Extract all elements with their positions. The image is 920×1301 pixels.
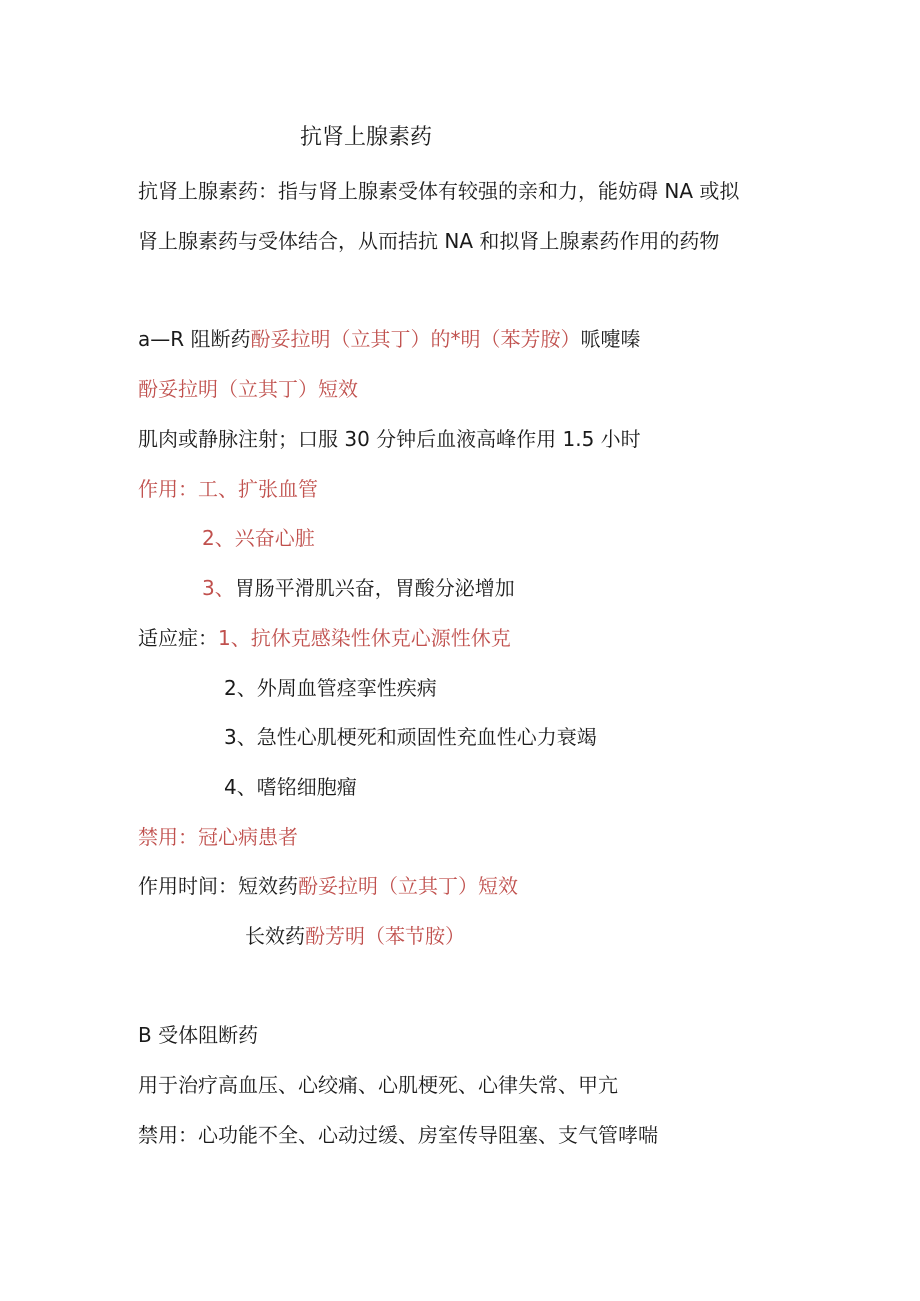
action-item-3-text: 胃肠平滑肌兴奋，胃酸分泌增加 [234, 576, 515, 600]
alpha-heading-prefix: a—R 阻断药 [138, 327, 251, 351]
duration-short-drug: 酚妥拉明（立其丁）短效 [298, 874, 518, 898]
page-title: 抗肾上腺素药 [300, 125, 433, 150]
administration-text: 肌肉或静脉注射；口服 30 分钟后血液高峰作用 1.5 小时 [138, 427, 641, 451]
alpha-heading [138, 325, 641, 353]
duration-long-label: 长效药 [245, 924, 305, 948]
indication-label: 适应症： [138, 626, 218, 650]
duration-label: 作用时间：短效药 [138, 874, 298, 898]
action-item-2: 2、兴奋心脏 [202, 526, 315, 550]
indication-item-2: 2、外周血管痉挛性疾病 [224, 676, 437, 700]
duration-long-drug: 酚芳明（苯节胺） [305, 924, 465, 948]
beta-uses: 用于治疗高血压、心绞痛、心肌梗死、心律失常、甲亢 [138, 1073, 618, 1097]
indication-item-4: 4、嗜铭细胞瘤 [224, 775, 357, 799]
action-item-3-number: 3、 [202, 576, 235, 600]
contraindication: 禁用：冠心病患者 [138, 825, 298, 849]
definition-line-2: 肾上腺素药与受体结合，从而拮抗 NA 和拟肾上腺素药作用的药物 [138, 229, 720, 253]
definition-line-1: 抗肾上腺素药：指与肾上腺素受体有较强的亲和力，能妨碍 NA 或拟 [138, 179, 740, 203]
indication-item-3: 3、急性心肌梗死和顽固性充血性心力衰竭 [224, 725, 597, 749]
drug-short-acting: 酚妥拉明（立其丁）短效 [138, 377, 358, 401]
indication-item-1 [138, 624, 511, 652]
action-item-3 [202, 574, 515, 602]
action-item-1: 作用：工、扩张血管 [138, 477, 318, 501]
beta-contraindication: 禁用：心功能不全、心动过缓、房室传导阻塞、支气管哮喘 [138, 1123, 658, 1147]
alpha-heading-drugs: 酚妥拉明（立其丁）的*明（苯芳胺） [250, 327, 581, 351]
duration-short [138, 872, 518, 900]
beta-heading: B 受体阻断药 [138, 1023, 259, 1047]
alpha-heading-suffix: 哌嚏嗪 [580, 327, 641, 351]
indication-1-text: 1、抗休克感染性休克心源性休克 [218, 626, 511, 650]
duration-long [245, 922, 465, 950]
